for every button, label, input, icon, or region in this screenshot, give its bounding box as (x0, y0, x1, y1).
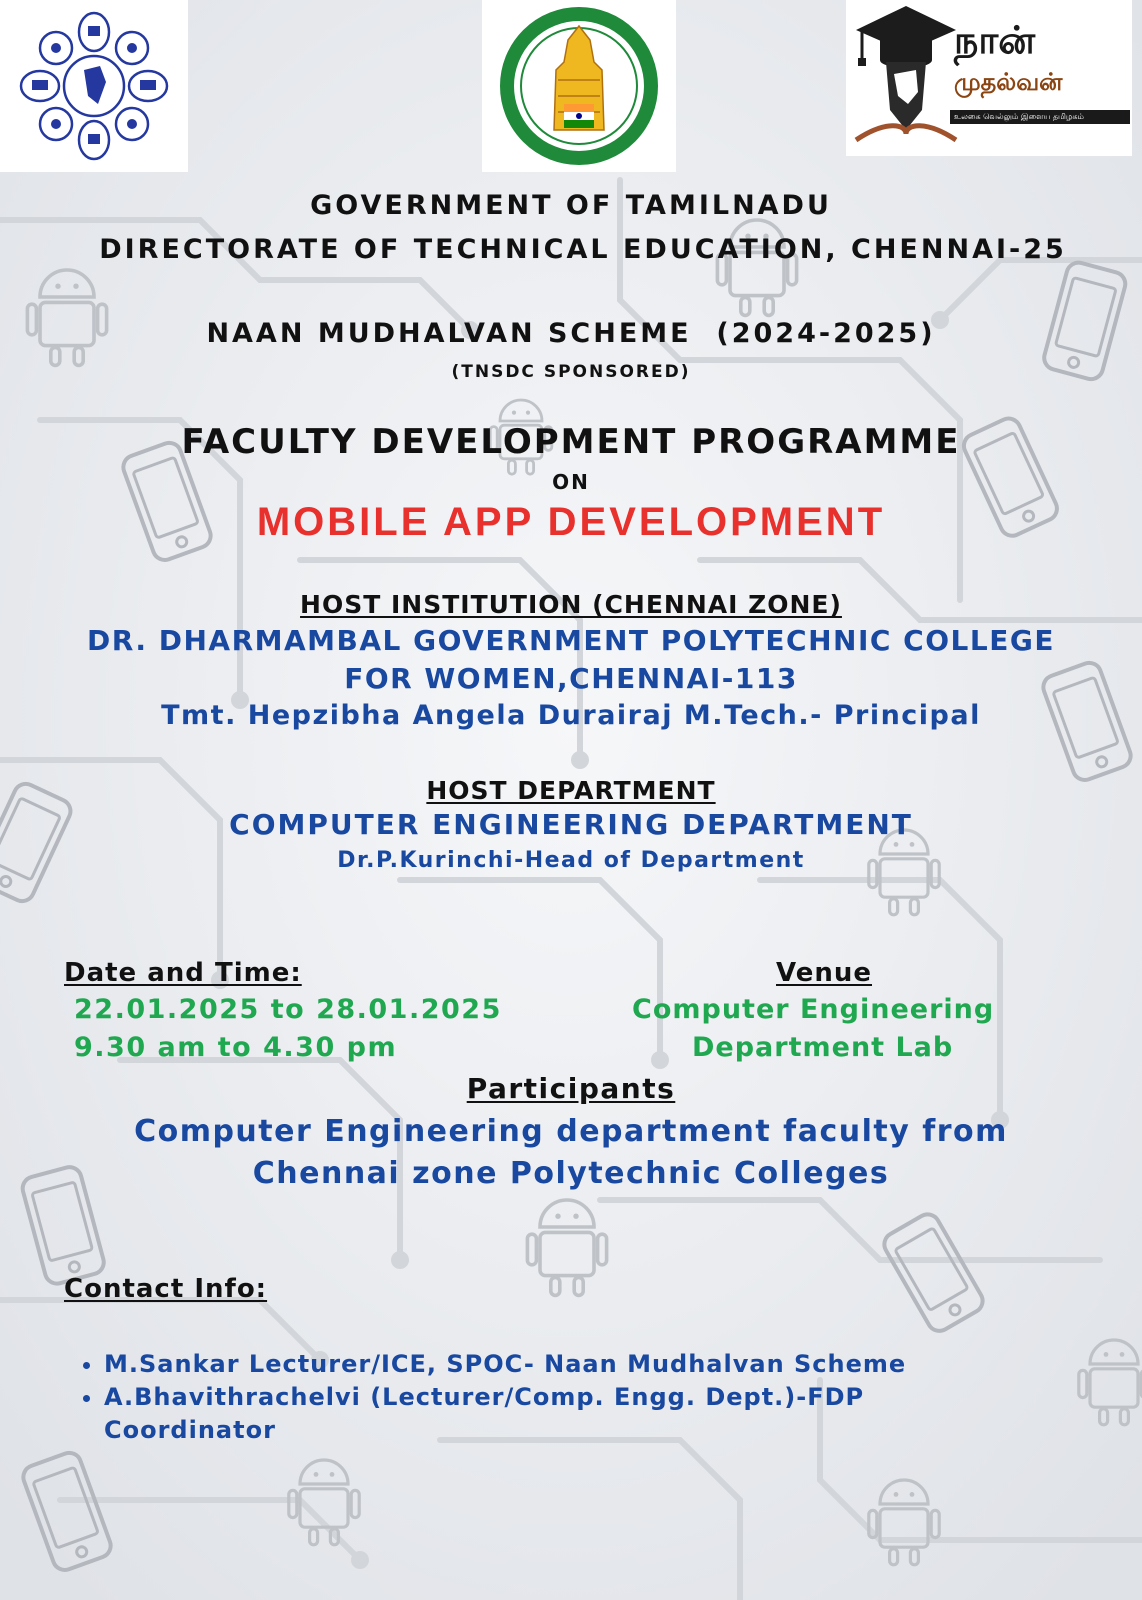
date-time-heading: Date and Time: (64, 958, 302, 988)
dote-title: DIRECTORATE OF TECHNICAL EDUCATION, CHENNAI-25 (99, 234, 1067, 265)
contact-list (80, 1348, 1004, 1447)
host-institution-heading: HOST INSTITUTION (CHENNAI ZONE) (300, 590, 842, 619)
programme-topic: MOBILE APP DEVELOPMENT (256, 500, 886, 544)
contact-heading: Contact Info: (64, 1274, 268, 1304)
tn-government-logo (482, 0, 676, 172)
tn-emblem-icon (482, 0, 676, 172)
venue-line2: Department Lab (692, 1032, 954, 1063)
principal-name: Tmt. Hepzibha Angela Durairaj M.Tech.- Principal (161, 700, 981, 731)
venue-line1: Computer Engineering (632, 994, 995, 1025)
naan-text: நான் (954, 18, 1036, 62)
scheme-title: NAAN MUDHALVAN SCHEME (2024-2025) (206, 318, 936, 349)
event-time: 9.30 am to 4.30 pm (74, 1032, 398, 1063)
venue-heading: Venue (776, 958, 872, 988)
participants-heading: Participants (466, 1072, 676, 1105)
govt-title: GOVERNMENT OF TAMILNADU (310, 190, 832, 221)
logo-tagline: உலகை வெல்லும் இளைய தமிழகம் (950, 110, 1130, 124)
dote-logo (0, 0, 188, 172)
programme-title: FACULTY DEVELOPMENT PROGRAMME (181, 422, 961, 462)
participants-line1: Computer Engineering department faculty from (134, 1114, 1008, 1149)
participants-line2: Chennai zone Polytechnic Colleges (252, 1156, 890, 1191)
college-name-line2: FOR WOMEN,CHENNAI-113 (344, 662, 798, 695)
sponsor-note: (TNSDC SPONSORED) (451, 362, 691, 382)
dote-emblem-icon (0, 0, 188, 172)
programme-on: ON (552, 470, 590, 494)
naan-mudhalvan-logo (846, 0, 1132, 156)
contact-item: • A.Bhavithrachelvi (Lecturer/Comp. Engg. Dept.)-FDP Coordinator (104, 1381, 1004, 1447)
department-name: COMPUTER ENGINEERING DEPARTMENT (229, 808, 913, 841)
college-name-line1: DR. DHARMAMBAL GOVERNMENT POLYTECHNIC COLLEGE (87, 624, 1055, 657)
host-department-heading: HOST DEPARTMENT (426, 776, 716, 805)
contact-item: • M.Sankar Lecturer/ICE, SPOC- Naan Mudhalvan Scheme (104, 1348, 1004, 1381)
event-dates: 22.01.2025 to 28.01.2025 (74, 994, 502, 1025)
mudhalvan-text: முதல்வன் (954, 68, 1063, 96)
hod-name: Dr.P.Kurinchi-Head of Department (337, 848, 805, 873)
